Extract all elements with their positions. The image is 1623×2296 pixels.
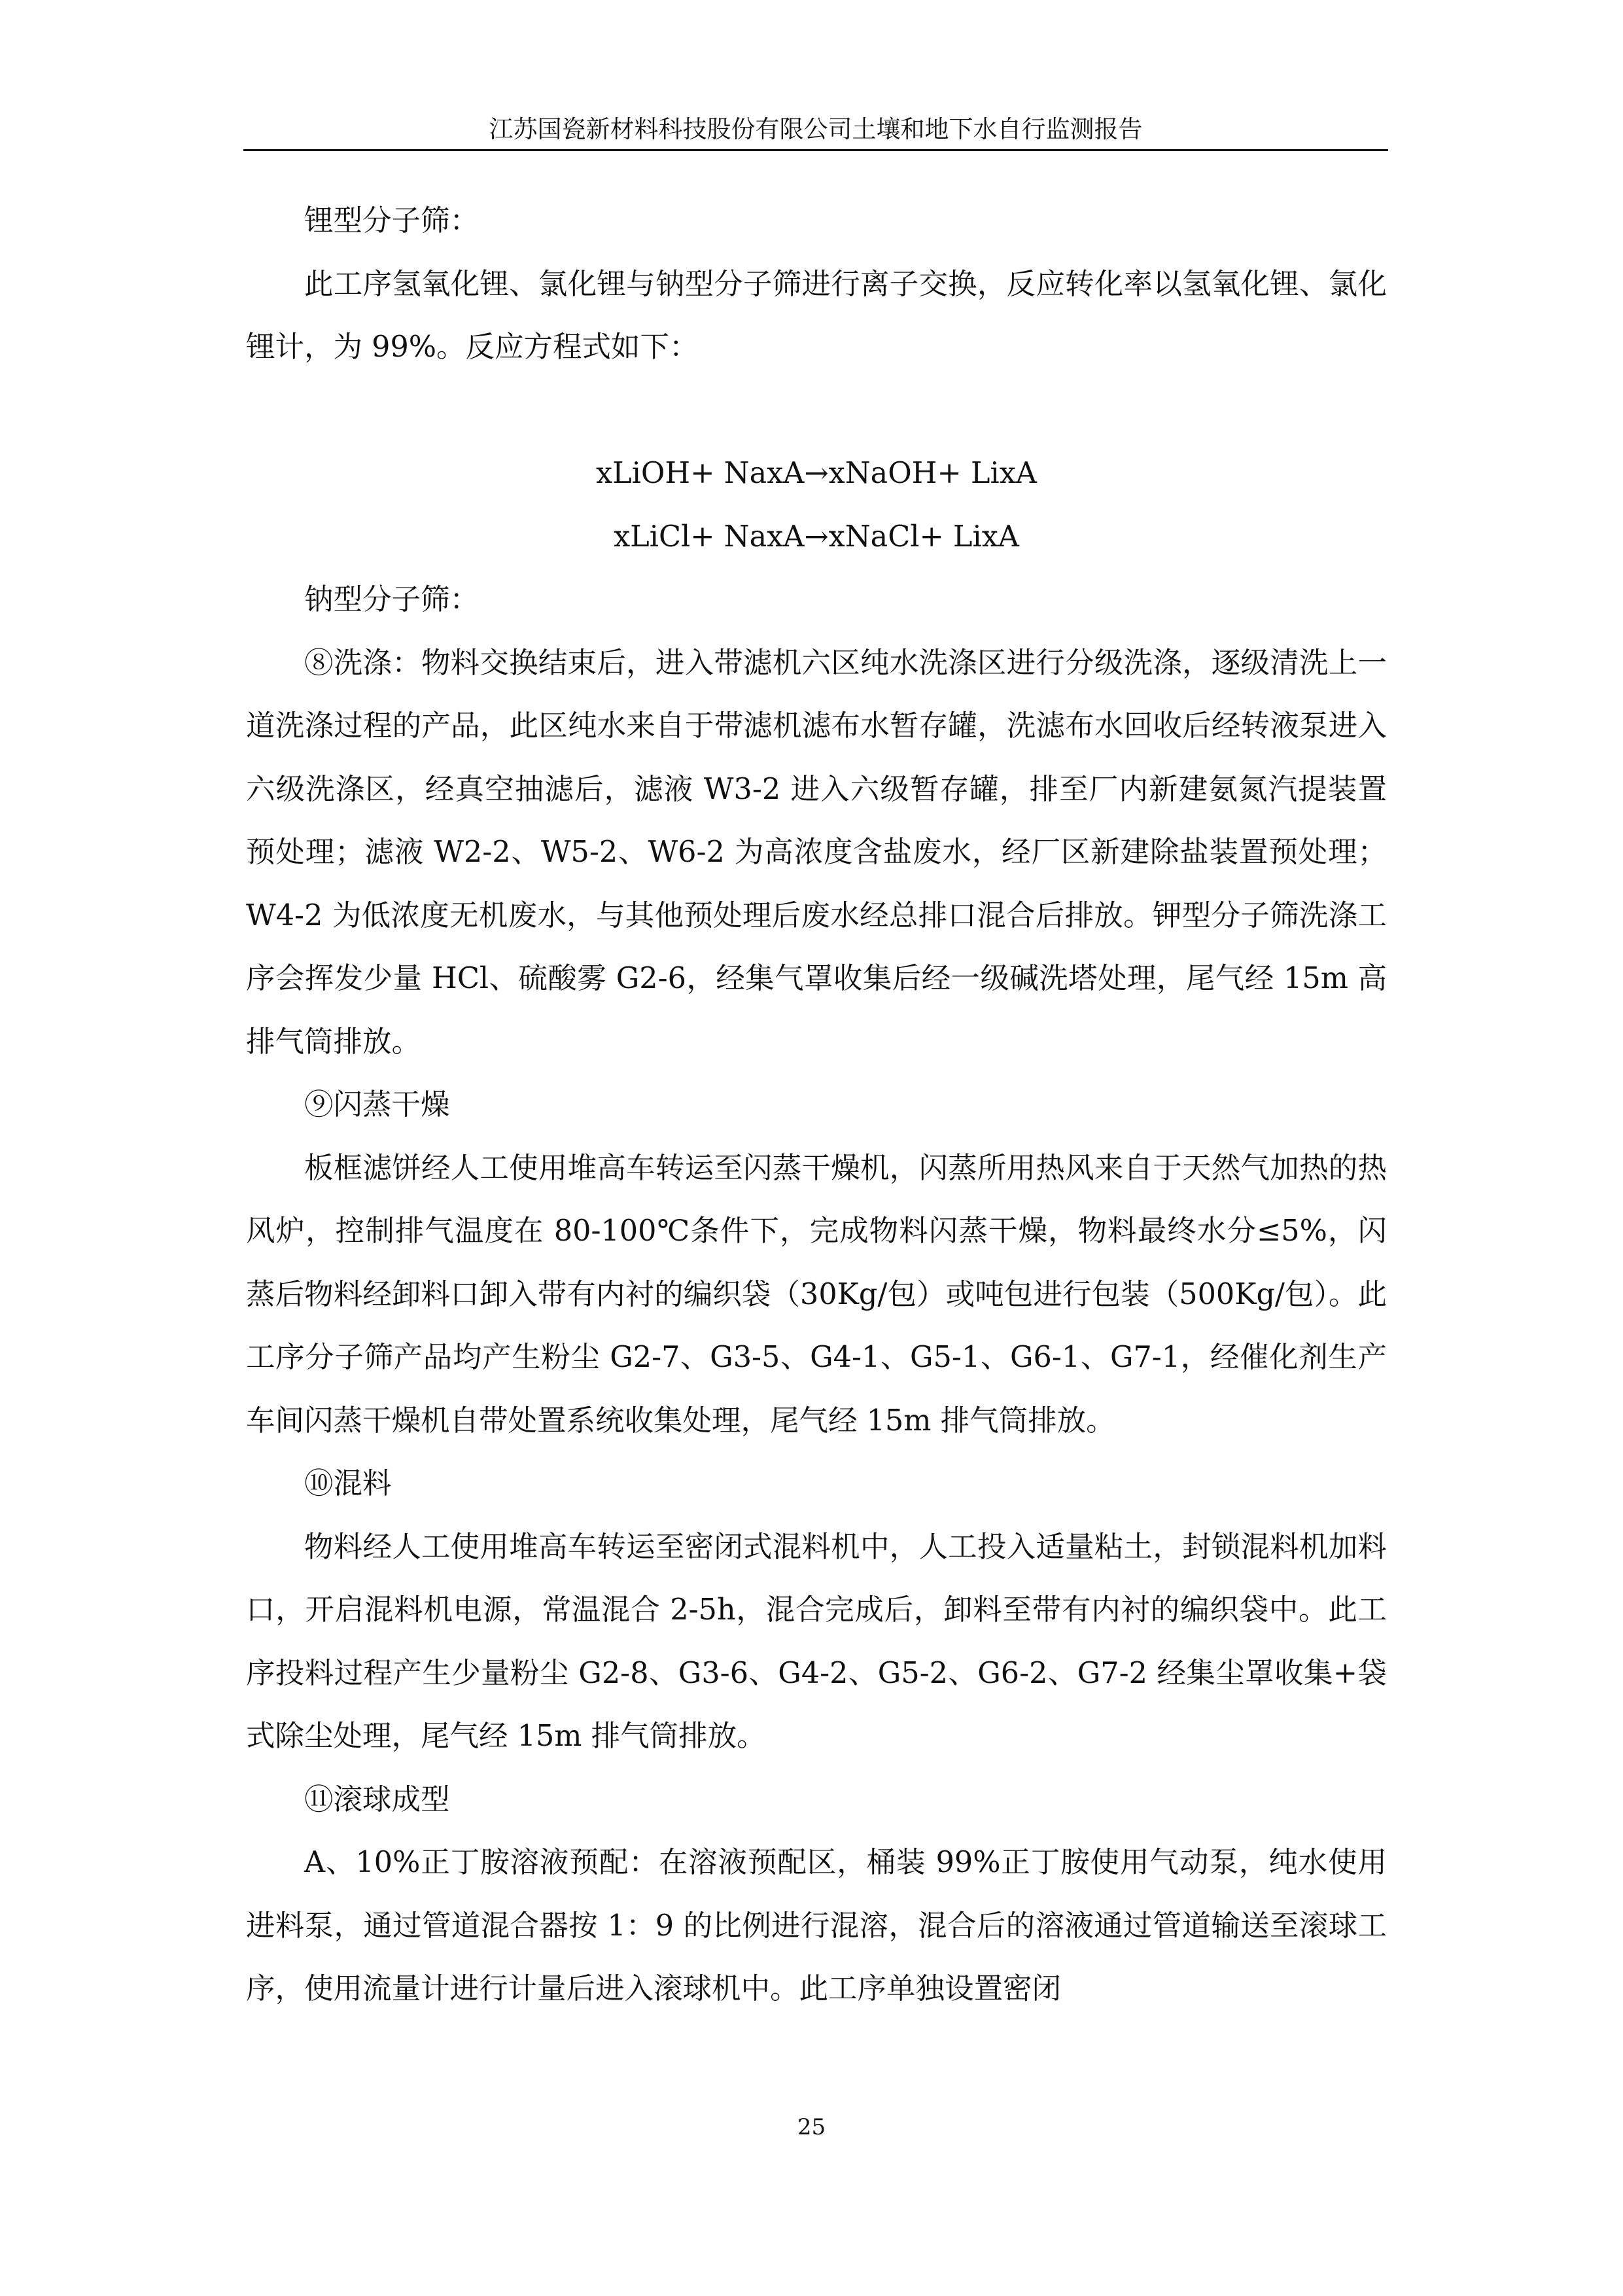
paragraph-sodium-sieve-heading: 钠型分子筛：	[304, 583, 480, 616]
formula-spacer	[246, 380, 1387, 443]
paragraph-flash-drying: 板框滤饼经人工使用堆高车转运至闪蒸干燥机，闪蒸所用热风来自于天然气加热的热风炉，控制排气温度在 80-100℃条件下，完成物料闪蒸干燥，物料最终水分≤5%，闪蒸后物料经卸料口卸入带有内衬的编织袋（30Kg/包）或吨包进行包装（500Kg/包）。此工序分子筛产品均产生粉尘 G2-7、G3-5、G4-1、G5-1、G6-1、G7-1，经催化剂生产车间闪蒸干燥机自带处置系统收集处理，尾气经 15m 排气筒排放。	[246, 1151, 1387, 1438]
formula-licl: xLiCl+ NaxA→xNaCl+ LixA	[614, 520, 1019, 554]
paragraph-ion-exchange: 此工序氢氧化锂、氯化锂与钠型分子筛进行离子交换，反应转化率以氢氧化锂、氯化锂计，为 99%。反应方程式如下：	[246, 267, 1387, 364]
paragraph-lithium-sieve-heading: 锂型分子筛：	[304, 204, 480, 238]
page-number: 25	[797, 2114, 826, 2140]
paragraph-butylamine-prep: A、10%正丁胺溶液预配：在溶液预配区，桶装 99%正丁胺使用气动泵，纯水使用进料泵，通过管道混合器按 1：9 的比例进行混溶，混合后的溶液通过管道输送至滚球工序，使用流量计进行计量后进入滚球机中。此工序单独设置密闭	[246, 1846, 1387, 2005]
formula-lioh: xLiOH+ NaxA→xNaOH+ LixA	[596, 457, 1037, 490]
document-body	[246, 190, 1387, 2021]
paragraph-mixing-heading: ⑩混料	[304, 1467, 392, 1500]
paragraph-mixing: 物料经人工使用堆高车转运至密闭式混料机中，人工投入适量粘土，封锁混料机加料口，开启混料机电源，常温混合 2-5h，混合完成后，卸料至带有内衬的编织袋中。此工序投料过程产生少量粉尘 G2-8、G3-6、G4-2、G5-2、G6-2、G7-2 经集尘罩收集+袋式除尘处理，尾气经 15m 排气筒排放。	[246, 1530, 1387, 1753]
paragraph-flash-drying-heading: ⑨闪蒸干燥	[304, 1088, 450, 1122]
paragraph-washing: ⑧洗涤：物料交换结束后，进入带滤机六区纯水洗涤区进行分级洗涤，逐级清洗上一道洗涤过程的产品，此区纯水来自于带滤机滤布水暂存罐，洗滤布水回收后经转液泵进入六级洗涤区，经真空抽滤后，滤液 W3-2 进入六级暂存罐，排至厂内新建氨氮汽提装置预处理；滤液 W2-2、W5-2、W6-2 为高浓度含盐废水，经厂区新建除盐装置预处理；W4-2 为低浓度无机废水，与其他预处理后废水经总排口混合后排放。钾型分子筛洗涤工序会挥发少量 HCl、硫酸雾 G2-6，经集气罩收集后经一级碱洗塔处理，尾气经 15m 高排气筒排放。	[246, 646, 1387, 1059]
page-header: 江苏国瓷新材料科技股份有限公司土壤和地下水自行监测报告	[489, 115, 1143, 143]
paragraph-rolling-heading: ⑪滚球成型	[304, 1782, 450, 1816]
header-rule	[243, 149, 1388, 151]
